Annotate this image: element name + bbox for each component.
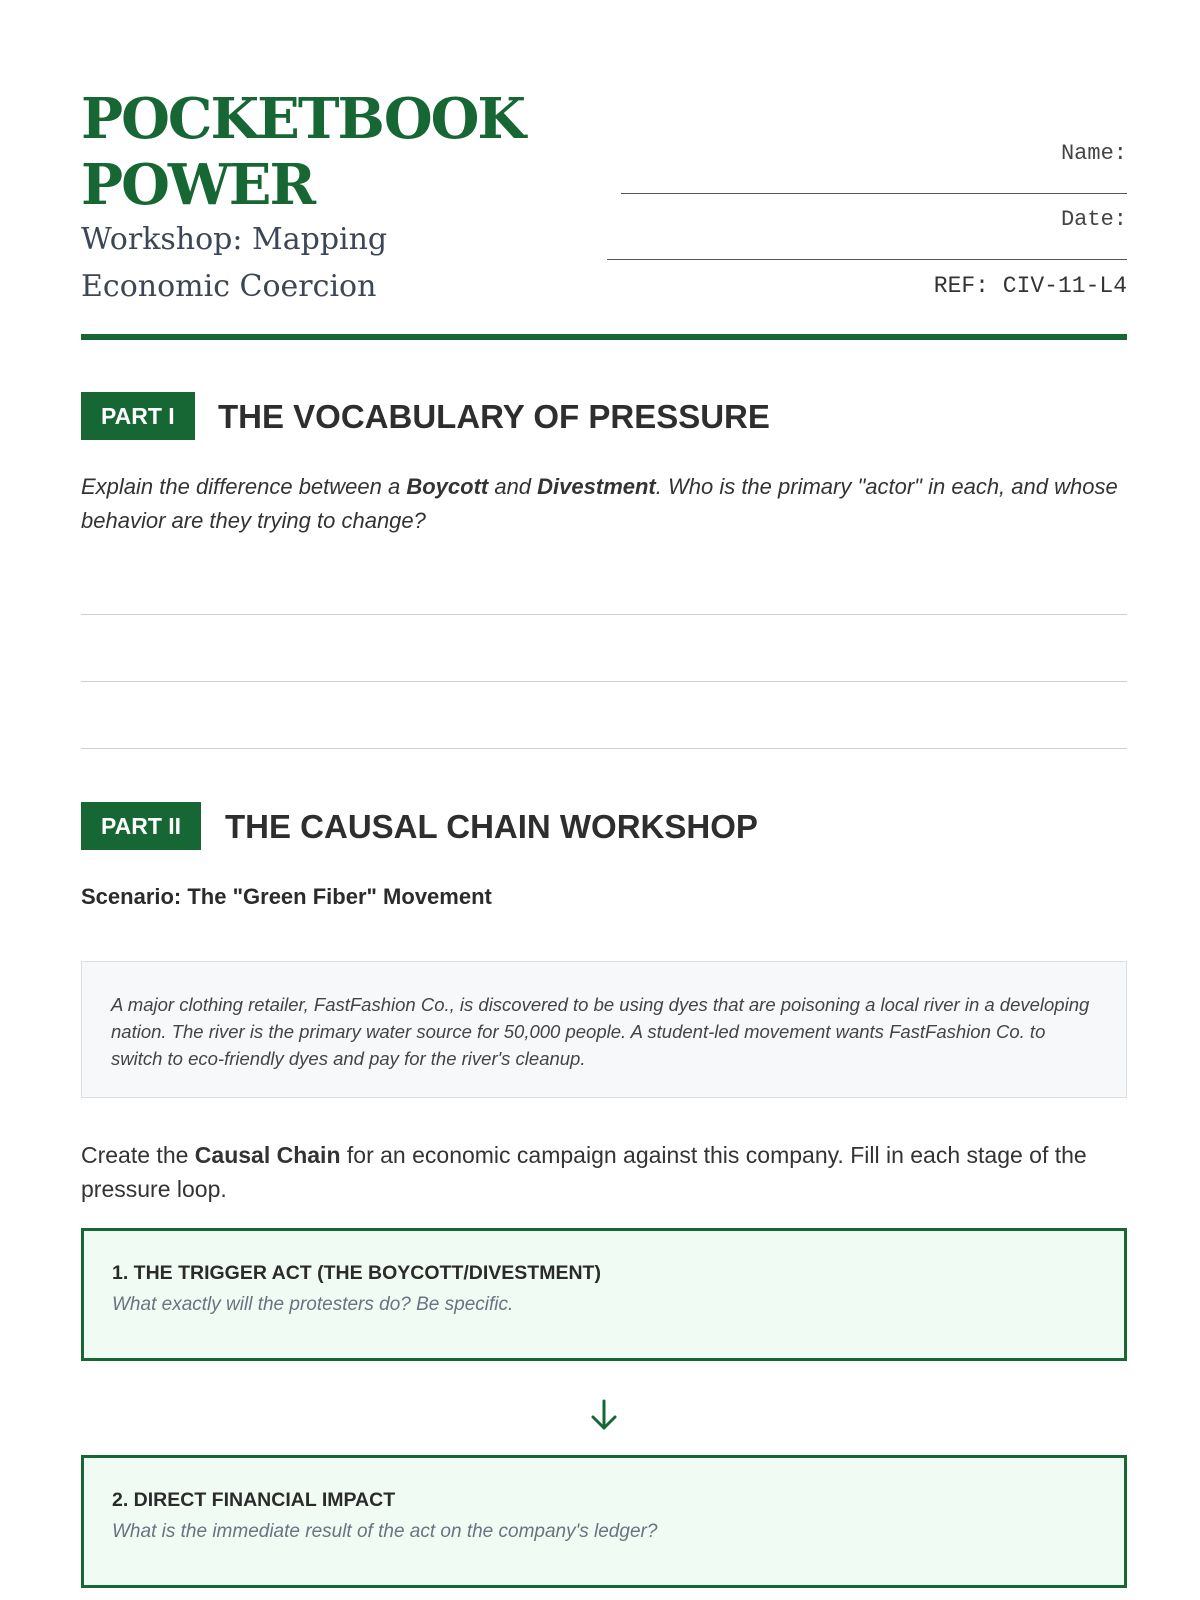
scenario-text: A major clothing retailer, FastFashion Co., is discovered to be using dyes that are poisoning a local river in a developing nation. The river is the primary water source for 50,000 people. A student-led movement wants FastFashion Co. to switch to eco-friendly dyes and pay for the river's cleanup. xyxy=(111,994,1090,1069)
student-info xyxy=(607,142,1127,298)
scenario-box xyxy=(81,961,1127,1098)
prompt-text: . Who is the primary "actor" in each, and whose behavior are they trying to change? xyxy=(81,474,1118,533)
worksheet-header xyxy=(81,86,1127,342)
date-label: Date: xyxy=(1060,207,1127,232)
part-2-badge: PART II xyxy=(81,802,201,850)
part-1-title: THE VOCABULARY OF PRESSURE xyxy=(218,398,770,435)
prompt-text: Explain the difference between a xyxy=(81,474,407,499)
answer-line[interactable] xyxy=(81,748,1127,749)
term-divestment: Divestment xyxy=(537,474,656,499)
chain-step-title: 1. THE TRIGGER ACT (THE BOYCOTT/DIVESTMENT) xyxy=(112,1262,601,1284)
date-field-line[interactable] xyxy=(607,259,1127,260)
chain-instructions xyxy=(81,1138,1127,1206)
part-2-title: THE CAUSAL CHAIN WORKSHOP xyxy=(225,808,758,845)
chain-step-title: 2. DIRECT FINANCIAL IMPACT xyxy=(112,1489,396,1511)
answer-line[interactable] xyxy=(81,681,1127,682)
name-field-line[interactable] xyxy=(621,193,1127,194)
answer-line[interactable] xyxy=(81,614,1127,615)
chain-step-1[interactable] xyxy=(81,1228,1127,1361)
worksheet-page xyxy=(81,0,1127,1600)
instructions-text: Create the xyxy=(81,1142,195,1168)
name-label: Name: xyxy=(1060,141,1127,166)
reference-code: REF: CIV-11-L4 xyxy=(933,273,1127,299)
instructions-emphasis: Causal Chain xyxy=(194,1142,341,1168)
worksheet-title: POCKETBOOK POWER xyxy=(81,86,525,218)
chain-step-2[interactable] xyxy=(81,1455,1127,1588)
prompt-text: and xyxy=(488,474,538,499)
part-1-badge: PART I xyxy=(81,392,195,440)
worksheet-subtitle: Workshop: Mapping Economic Coercion xyxy=(81,222,388,304)
scenario-title: Scenario: The "Green Fiber" Movement xyxy=(81,884,492,909)
part-1-prompt xyxy=(81,470,1127,538)
chain-step-hint: What is the immediate result of the act on the company's ledger? xyxy=(112,1521,658,1542)
chain-step-hint: What exactly will the protesters do? Be specific. xyxy=(112,1294,514,1315)
header-divider xyxy=(81,334,1127,340)
instructions-text: for an economic campaign against this company. Fill in each stage of the pressure loop. xyxy=(81,1142,1087,1202)
arrow-down-icon xyxy=(589,1398,619,1432)
term-boycott: Boycott xyxy=(406,474,489,499)
